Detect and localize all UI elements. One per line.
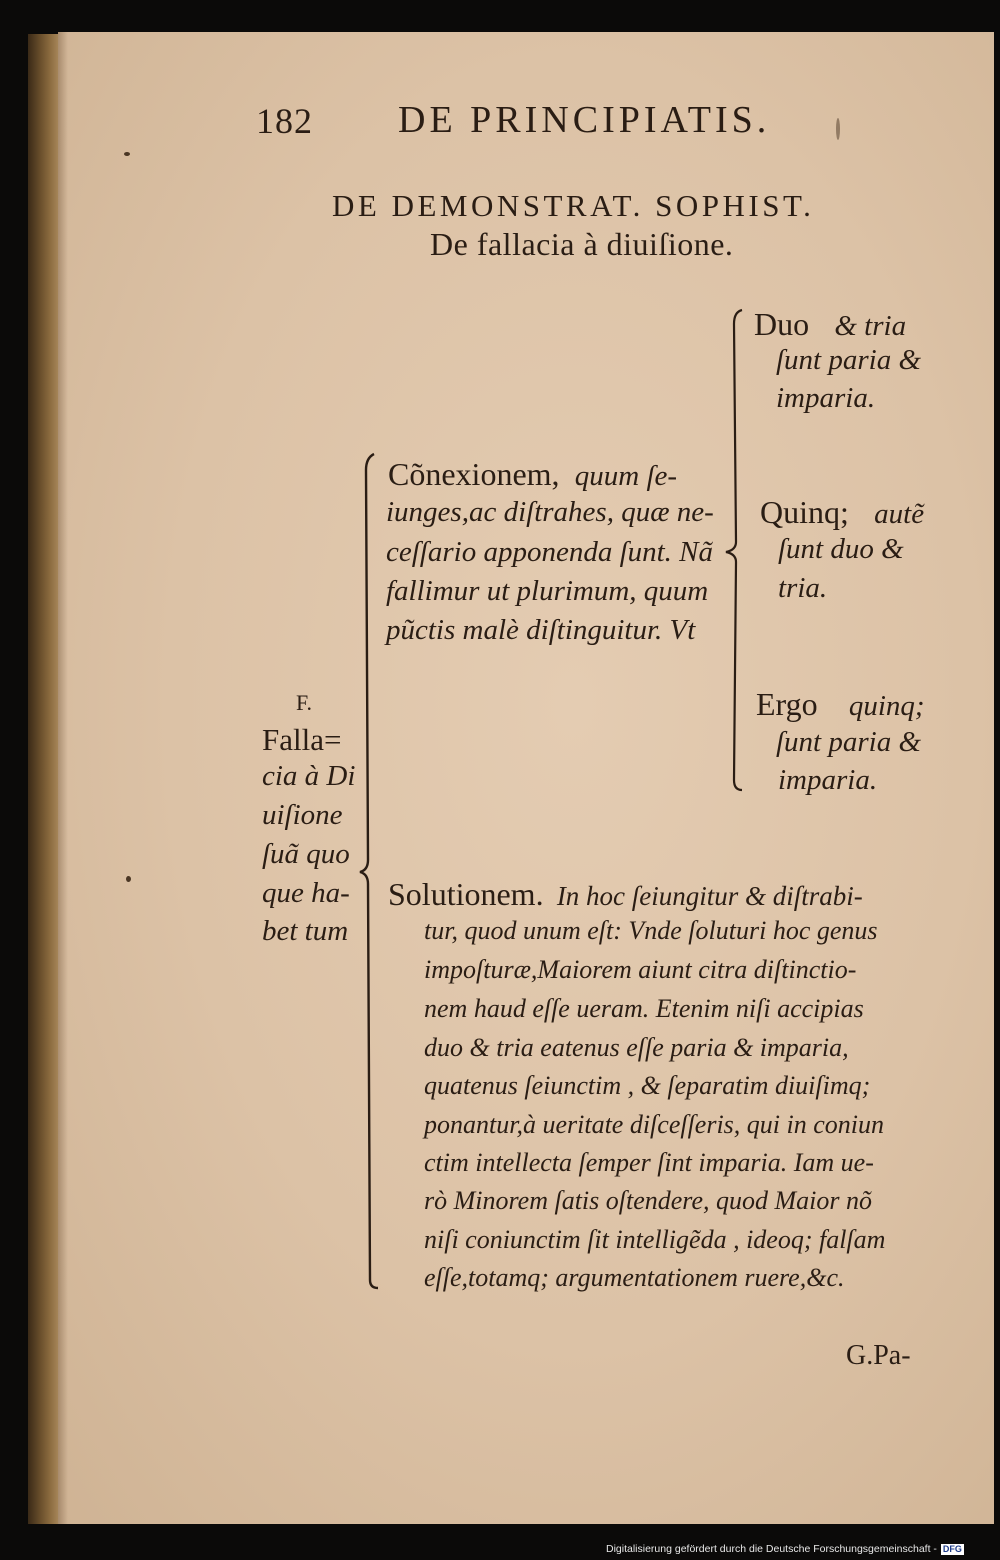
conexionem-line: fallimur ut plurimum, quum: [386, 575, 709, 607]
example-line: ſunt paria &: [776, 344, 922, 376]
left-line: bet tum: [262, 915, 349, 947]
solutionem-line: niſi coniunctim ſit intelligẽda , ideoq; falſam: [424, 1225, 886, 1254]
page-number: 182: [256, 101, 313, 141]
paper-speck: [836, 118, 840, 140]
left-letter: F.: [296, 690, 312, 715]
solutionem-line: rò Minorem ſatis oſtendere, quod Maior nõ: [424, 1186, 872, 1215]
left-line: que ha-: [262, 877, 350, 909]
digitization-footer: [606, 1543, 964, 1555]
left-line: cia à Di: [262, 760, 356, 792]
solutionem-line: In hoc ſeiungitur & diſtrabi-: [556, 881, 863, 911]
example-lead: Ergo: [756, 686, 818, 722]
solutionem-line: ponantur,à ueritate diſceſſeris, qui in coniun: [424, 1110, 885, 1139]
catchword: G.Pa-: [846, 1340, 911, 1371]
solutionem-line: eſſe,totamq; argumentationem ruere,&c.: [424, 1263, 845, 1292]
solutionem-line: quatenus ſeiunctim , & ſeparatim diuiſimq;: [424, 1071, 871, 1100]
example-line: & tria: [834, 310, 907, 342]
example-line: autẽ: [874, 498, 925, 530]
left-line: uiſione: [262, 799, 343, 831]
page-gutter-shadow: [58, 32, 68, 1524]
example-lead: Quinq;: [760, 494, 849, 530]
footer-text: Digitalisierung gefördert durch die Deutsche Forschungsgemeinschaft -: [606, 1543, 937, 1555]
dfg-logo: DFG: [942, 1543, 962, 1554]
solutionem-line: nem haud eſſe ueram. Etenim niſi accipias: [424, 994, 864, 1023]
example-lead: Duo: [754, 306, 810, 342]
solutionem-lead: Solutionem.: [388, 876, 544, 912]
examples-brace: [718, 306, 748, 801]
left-line: Falla=: [262, 722, 342, 757]
solutionem-line: ctim intellecta ſemper ſint imparia. Iam ue-: [424, 1148, 874, 1177]
example-line: ſunt paria &: [776, 726, 922, 758]
example-line: imparia.: [778, 764, 878, 796]
running-header: DE PRINCIPIATIS.: [398, 99, 771, 141]
example-line: imparia.: [776, 382, 876, 414]
conexionem-line: quum ſe-: [574, 460, 678, 492]
example-line: ſunt duo &: [778, 533, 904, 565]
solutionem-line: duo & tria eatenus eſſe paria & imparia,: [424, 1033, 849, 1062]
solutionem-line: tur, quod unum eſt: Vnde ſoluturi hoc genus: [424, 916, 878, 945]
example-line: tria.: [778, 572, 828, 604]
conexionem-lead: Cõnexionem,: [388, 456, 560, 492]
section-title: DE DEMONSTRAT. SOPHIST.: [332, 188, 815, 223]
left-line: ſuã quo: [262, 838, 350, 870]
example-line: quinq;: [848, 690, 925, 722]
conexionem-line: pũctis malè diſtinguitur. Vt: [386, 614, 696, 646]
paper-speck: [124, 152, 130, 156]
section-subtitle: De fallacia à diuiſione.: [430, 226, 734, 262]
conexionem-line: iunges,ac diſtrahes, quæ ne-: [386, 496, 714, 528]
paper-speck: [126, 876, 131, 882]
main-brace: [352, 450, 382, 1295]
conexionem-line: ceſſario apponenda ſunt. Nã: [386, 536, 714, 568]
solutionem-line: impoſturæ,Maiorem aiunt citra diſtinctio-: [424, 955, 857, 984]
